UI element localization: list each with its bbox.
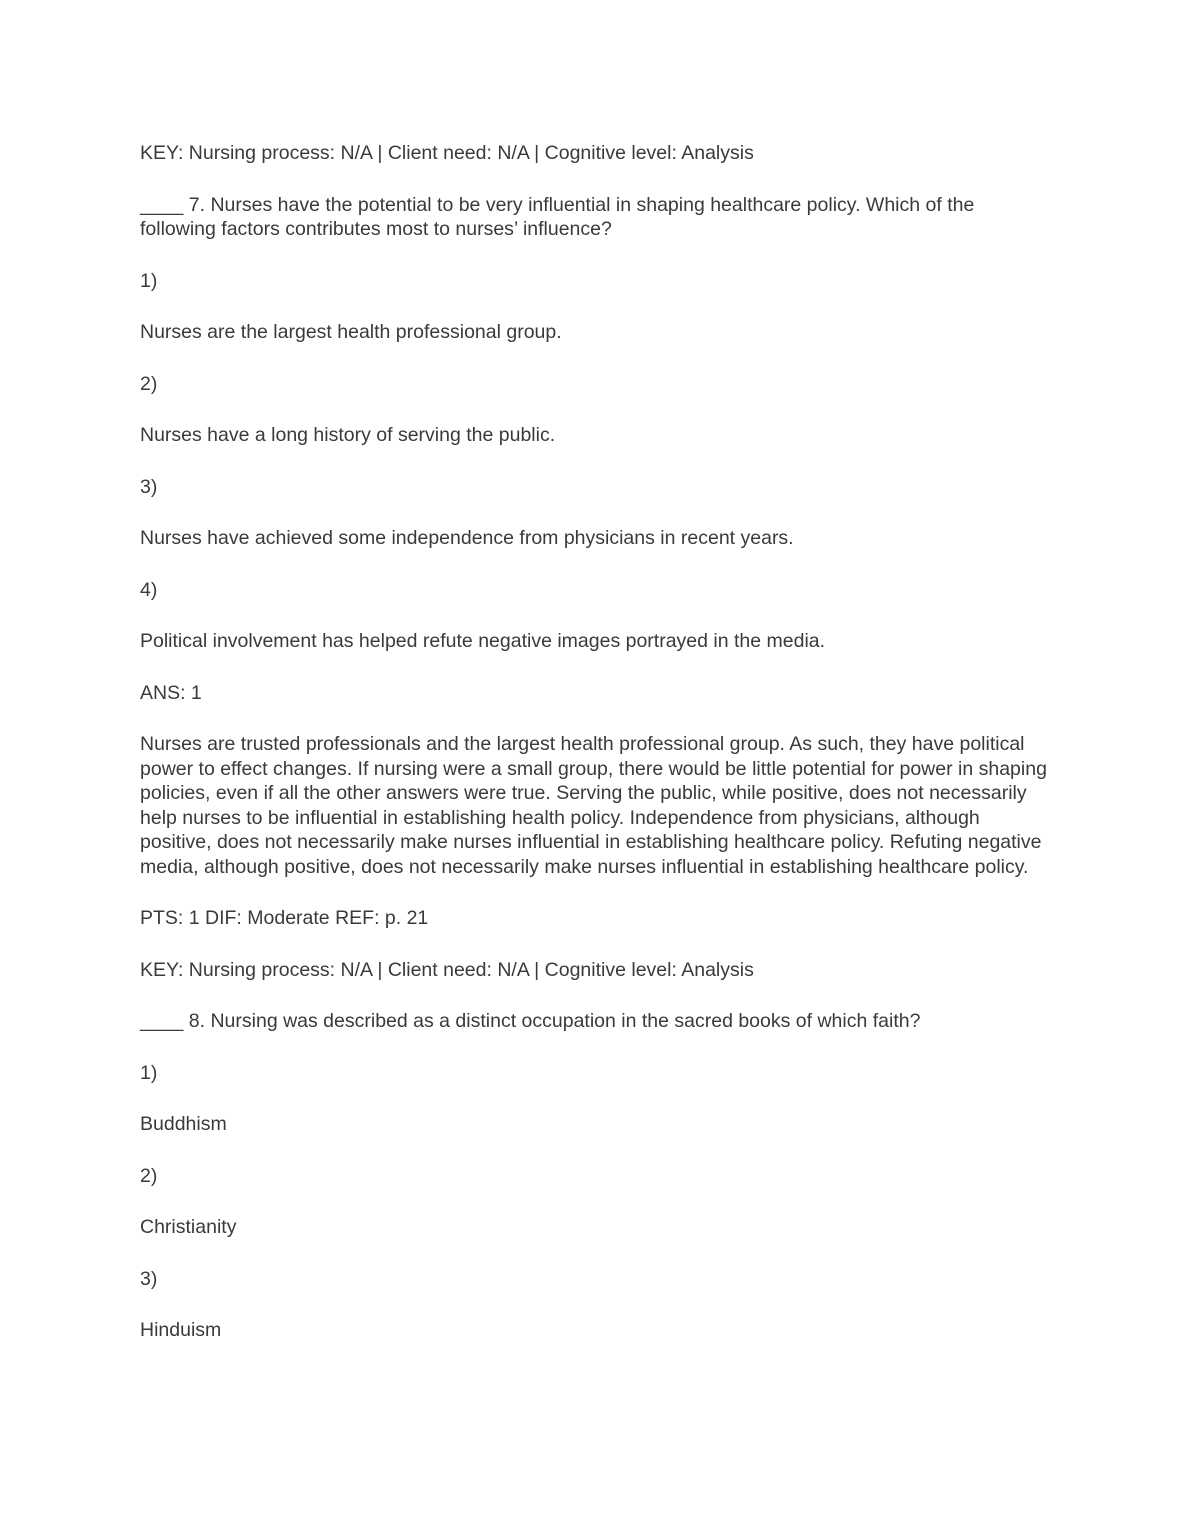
q7-option-4-number: 4) xyxy=(140,578,158,601)
q7-answer: ANS: 1 xyxy=(140,681,202,704)
question-8-text: ____ 8. Nursing was described as a distinct occupation in the sacred books of which faith? xyxy=(140,1010,921,1032)
q7-option-2-text: Nurses have a long history of serving the public. xyxy=(140,424,556,446)
q8-option-1-text: Buddhism xyxy=(140,1113,227,1135)
q7-option-4-text: Political involvement has helped refute negative images portrayed in the media. xyxy=(140,630,826,652)
q7-option-3-text: Nurses have achieved some independence from physicians in recent years. xyxy=(140,527,794,549)
q7-meta: PTS: 1 DIF: Moderate REF: p. 21 xyxy=(140,907,429,929)
q8-option-2-number: 2) xyxy=(140,1164,158,1187)
q7-rationale: Nurses are trusted professionals and the largest health professional group. As such, they have political power to effect changes. If nursing were a small group, there would be little potential for power in shaping policies, even if all the other answers were true. Serving the public, while positive, does not necessarily help nurses to be influential in establishing health policy. Independence from physicians, although positive, does not necessarily make nurses influential in establishing healthcare policy. Refuting negative media, although positive, does not necessarily make nurses influential in establishing healthcare policy. xyxy=(140,733,1047,878)
q7-option-1-number: 1) xyxy=(140,269,158,292)
q7-option-1-text: Nurses are the largest health professional group. xyxy=(140,321,562,343)
q8-option-3-number: 3) xyxy=(140,1267,158,1290)
q8-option-2-text: Christianity xyxy=(140,1216,237,1238)
q8-option-3-text: Hinduism xyxy=(140,1319,222,1341)
question-7-text: ____ 7. Nurses have the potential to be very influential in shaping healthcare policy. Which of the following factors contributes most to nurses’ influence? xyxy=(140,193,975,240)
key-line-previous: KEY: Nursing process: N/A | Client need: N/A | Cognitive level: Analysis xyxy=(140,142,754,164)
q7-option-3-number: 3) xyxy=(140,475,158,498)
q8-option-1-number: 1) xyxy=(140,1061,158,1084)
q7-option-2-number: 2) xyxy=(140,372,158,395)
q7-key-line: KEY: Nursing process: N/A | Client need: N/A | Cognitive level: Analysis xyxy=(140,958,754,981)
document-page xyxy=(140,141,1055,1370)
